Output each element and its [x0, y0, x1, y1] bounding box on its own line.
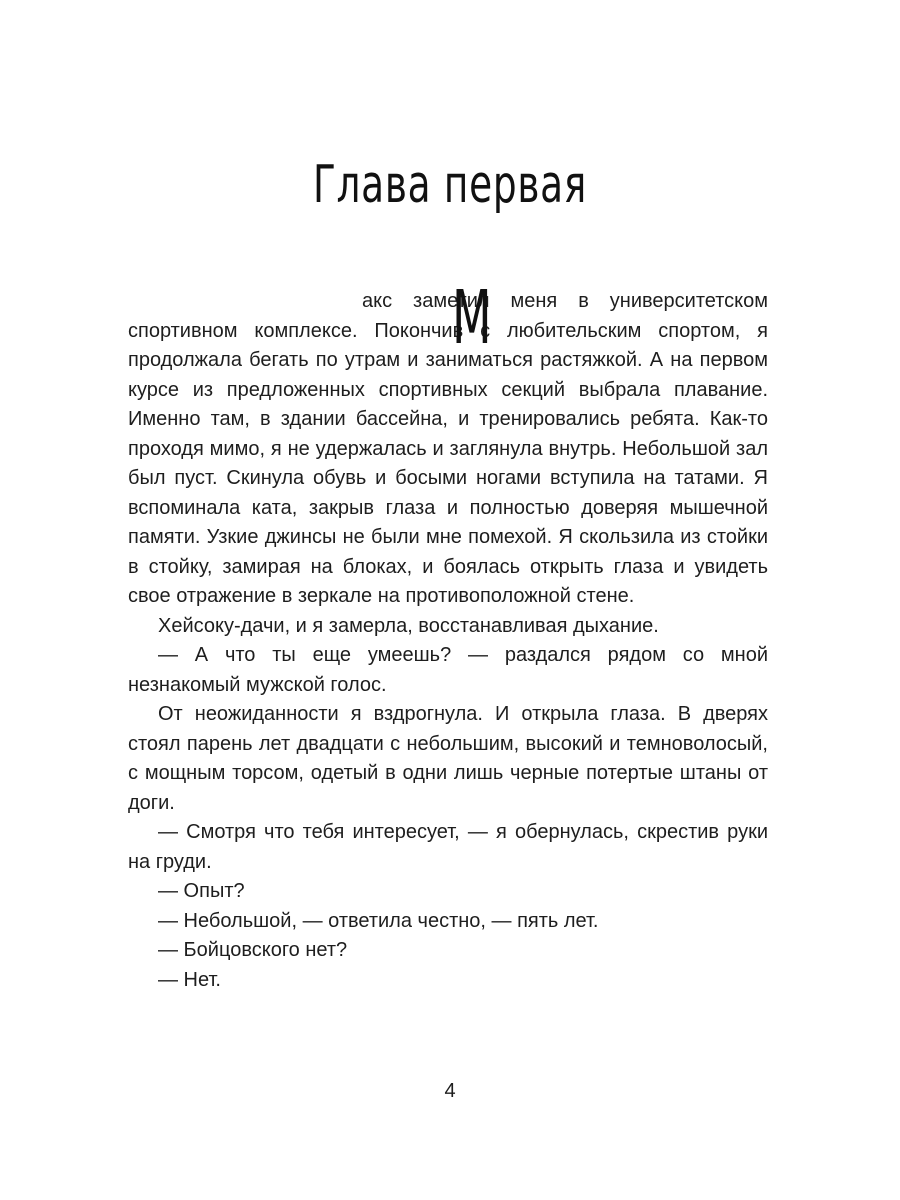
opening-paragraph — [128, 275, 768, 612]
paragraph: — Небольшой, — ответила честно, — пять лет. — [158, 909, 599, 932]
paragraph: — Смотря что тебя интересует, — я обернулась, скрестив руки на груди. — [128, 821, 768, 873]
paragraph: — Опыт? — [158, 880, 245, 902]
chapter-title: Глава первая — [312, 154, 588, 215]
page-number: 4 — [444, 1080, 456, 1102]
paragraph: — Нет. — [158, 968, 221, 991]
paragraph: От неожиданности я вздрогнула. И открыла глаза. В дверях стоял парень лет двадцати с небольшим, высокий и темноволосый, с мощным торсом, одетый в одни лишь черные потертые штаны от доги. — [128, 703, 768, 814]
paragraph: — А что ты еще умеешь? — раздался рядом со мной незнакомый мужской голос. — [128, 644, 768, 696]
chapter-text — [128, 275, 768, 995]
opening-text: акс заметил меня в университетском спортивном комплексе. Покончив с любительским спортом, я продолжала бегать по утрам и заниматься растяжкой. А на первом курсе из предложенных спортивных секций выбрала плавание. Именно там, в здании бассейна, и тренировались ребята. Как-то проходя мимо, я не удержалась и заглянула внутрь. Небольшой зал был пуст. Скинула обувь и босыми ногами вступила на татами. Я вспоминала ката, закрыв глаза и полностью доверяя мышечной памяти. Узкие джинсы не были мне помехой. Я скользила из стойки в стойку, замирая на блоках, и боялась открыть глаза и увидеть свое отражение в зеркале на противоположной стене. — [128, 290, 768, 607]
drop-cap: М — [452, 275, 492, 361]
paragraph: — Бойцовского нет? — [158, 939, 348, 961]
paragraph: Хейсоку-дачи, и я замерла, восстанавливая дыхание. — [158, 614, 659, 637]
